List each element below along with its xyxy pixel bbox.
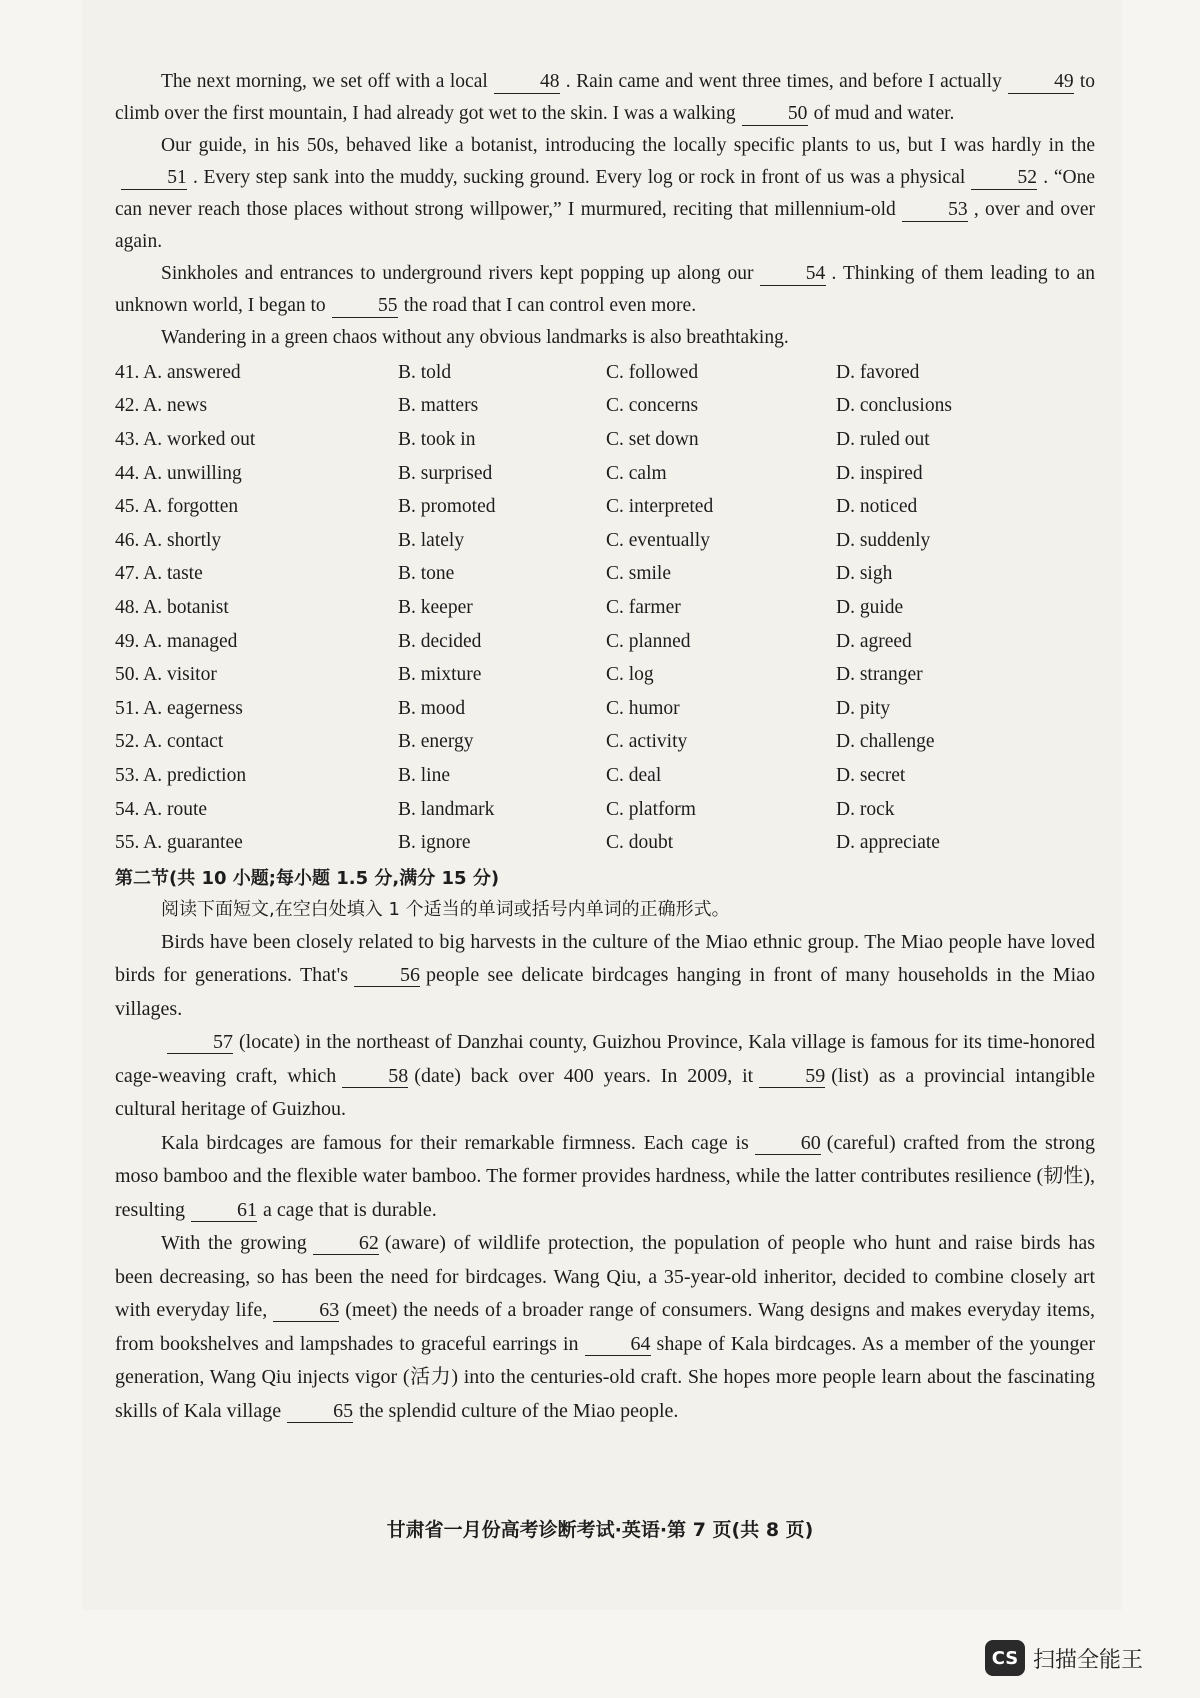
page-footer: 甘肃省一月份高考诊断考试·英语·第 7 页(共 8 页) (386, 1519, 814, 1541)
option-row: 41. A. answered B. told C. followed D. favored (115, 361, 920, 383)
passage-2-paragraph-3: Kala birdcages are famous for their remarkable firmness. Each cage is 60 (careful) crafted from the strong moso bamboo and the flexible water bamboo. The former provides hardness, while the latter contributes resilience (韧性), resulting 61 a cage that is durable. (115, 1131, 1095, 1221)
passage-2-paragraph-1: Birds have been closely related to big harvests in the culture of the Miao ethnic group. The Miao people have loved birds for generations. That's 56 people see delicate birdcages hanging in front of many households in the Miao villages. (115, 930, 1095, 1020)
camscanner-logo-icon: CS (985, 1640, 1025, 1676)
option-row: 42. A. news B. matters C. concerns D. conclusions (115, 395, 952, 417)
blank-65: 65 (287, 1400, 353, 1423)
blank-50: 50 (742, 103, 808, 126)
blank-51: 51 (121, 167, 187, 190)
option-row: 55. A. guarantee B. ignore C. doubt D. appreciate (115, 832, 940, 854)
blank-64: 64 (585, 1333, 651, 1356)
blank-53: 53 (902, 199, 968, 222)
option-row: 53. A. prediction B. line C. deal D. secret (115, 764, 906, 786)
passage-2-paragraph-2: 57 (locate) in the northeast of Danzhai county, Guizhou Province, Kala village is famous for its time-honored cage-weaving craft, which 58 (date) back over 400 years. In 2009, it 59 (list) as a provincial intangible cultural heritage of Guizhou. (115, 1031, 1095, 1121)
section-2-passage (115, 926, 1095, 1429)
option-row: 51. A. eagerness B. mood C. humor D. pity (115, 697, 891, 719)
blank-61: 61 (191, 1199, 257, 1222)
section-2-title: 第二节(共 10 小题;每小题 1.5 分,满分 15 分) (115, 867, 500, 889)
blank-48: 48 (494, 71, 560, 94)
option-row: 45. A. forgotten B. promoted C. interpreted D. noticed (115, 496, 918, 518)
option-row: 43. A. worked out B. took in C. set down D. ruled out (115, 428, 930, 450)
option-row: 54. A. route B. landmark C. platform D. rock (115, 798, 895, 820)
option-row: 50. A. visitor B. mixture C. log D. stranger (115, 664, 923, 686)
blank-56: 56 (354, 964, 420, 987)
blank-49: 49 (1008, 71, 1074, 94)
passage-paragraph-2: Our guide, in his 50s, behaved like a botanist, introducing the locally specific plants to us, but I was hardly in the51 . Every step sank into the muddy, sucking ground. Every log or rock in front of us was a physical 52 . “One can never reach those places without strong willpower,” I murmured, reciting that millennium-old 53 , over and over again. (115, 135, 1096, 252)
blank-62: 62 (313, 1232, 379, 1255)
blank-58: 58 (342, 1065, 408, 1088)
option-row: 44. A. unwilling B. surprised C. calm D. inspired (115, 462, 923, 484)
option-row: 48. A. botanist B. keeper C. farmer D. guide (115, 596, 904, 618)
passage-2-paragraph-4: With the growing 62 (aware) of wildlife protection, the population of people who hunt and raise birds has been decreasing, so has been the need for birdcages. Wang Qiu, a 35-year-old inheritor, decided to combine closely art with everyday life, 63 (meet) the needs of a broader range of consumers. Wang designs and makes everyday items, from bookshelves and lampshades to graceful earrings in 64 shape of Kala birdcages. As a member of the younger generation, Wang Qiu injects vigor (活力) into the centuries-old craft. She hopes more people learn about the fascinating skills of Kala village 65 the splendid culture of the Miao people. (115, 1232, 1095, 1422)
scanner-label: 扫描全能王 (1033, 1647, 1144, 1673)
blank-59: 59 (759, 1065, 825, 1088)
blank-54: 54 (760, 263, 826, 286)
option-row: 46. A. shortly B. lately C. eventually D. suddenly (115, 529, 931, 551)
blank-60: 60 (755, 1132, 821, 1155)
exam-content (115, 66, 1095, 1428)
blank-52: 52 (971, 167, 1037, 190)
passage-paragraph-1: The next morning, we set off with a local 48 . Rain came and went three times, and before I actually 49 to climb over the first mountain, I had already got wet to the skin. I was a walking 50 of mud and water. (115, 71, 1095, 124)
option-row: 49. A. managed B. decided C. planned D. agreed (115, 630, 912, 652)
passage-paragraph-3: Sinkholes and entrances to underground rivers kept popping up along our 54 . Thinking of them leading to an unknown world, I began to 55 the road that I can control even more. (115, 263, 1095, 316)
passage-paragraph-4: Wandering in a green chaos without any obvious landmarks is also breathtaking. (161, 327, 789, 348)
scanner-watermark (985, 1640, 1143, 1676)
option-row: 47. A. taste B. tone C. smile D. sigh (115, 563, 893, 585)
blank-63: 63 (273, 1299, 339, 1322)
blank-57: 57 (167, 1031, 233, 1054)
blank-55: 55 (332, 295, 398, 318)
option-row: 52. A. contact B. energy C. activity D. challenge (115, 731, 935, 753)
options-list (115, 356, 1095, 860)
section-2-instruction: 阅读下面短文,在空白处填入 1 个适当的单词或括号内单词的正确形式。 (161, 898, 730, 920)
